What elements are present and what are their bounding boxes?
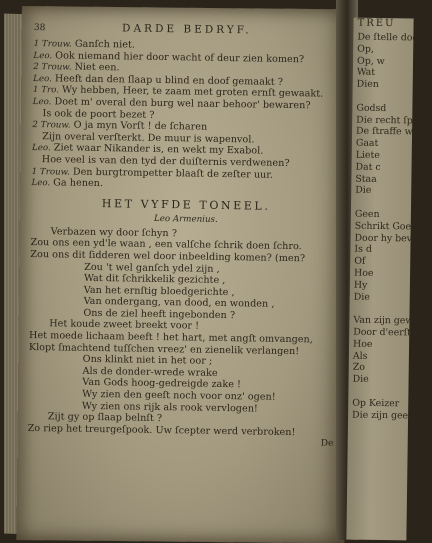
speaker-label: Leo. [33, 50, 53, 61]
right-page-line: Op Keizer [352, 397, 400, 409]
speaker-label: 1 Tro. [32, 85, 60, 96]
right-page-line: Door hy bevo [354, 232, 418, 245]
verse-line: Van Gods hoog-gedreigde zake ! [82, 377, 242, 391]
right-page-line: Of [354, 255, 366, 267]
right-page-line: Zo [352, 361, 366, 374]
speaker-label: Leo. [31, 143, 51, 154]
right-page-line: Die recht ſprec [356, 114, 429, 127]
right-page-line: Van zijn gew [353, 314, 414, 327]
dialogue-block [31, 38, 343, 194]
right-page-line: De ſtraffe wil [355, 126, 419, 138]
dialogue-text: Doet m' overal den burg wel naar behoor' bewaren? [54, 96, 311, 112]
speaker-label: 1 Trouw. [31, 166, 70, 178]
verse-line: Zo riep het treurgeſpook. Uw ſcepter werd verbroken! [27, 422, 296, 438]
verse-line: Wat dit ſchrikkelik gezichte , [83, 272, 226, 287]
right-page-line: Op, w [356, 55, 385, 67]
right-page-line: Wat [356, 67, 376, 79]
right-page-line: TREU [357, 17, 396, 30]
dialogue-text: Ganſch niet. [74, 38, 136, 51]
verse-line: Zijt gy op ſlaap belnſt ? [47, 411, 163, 425]
right-page-line [352, 91, 412, 104]
verse-line: Zou ons een yd'le waan , een valſche ſchrik doen ſchro. [30, 237, 302, 253]
right-page-line: Dat c [355, 161, 381, 173]
verse-line: Wy zien ons rijk als rook vervlogen! [81, 400, 258, 415]
right-page [346, 17, 429, 541]
dialogue-text: Is ook de poort bezet ? [42, 107, 155, 121]
right-page-text [348, 17, 429, 422]
verse-line: Wy zien den geeſt noch voor onz' ogen! [82, 388, 276, 403]
right-page-line: Is d [354, 243, 372, 256]
right-page-line: Die zijn geel [352, 409, 412, 421]
speaker-label: Leo. [31, 178, 51, 189]
right-page-line: Hoe [354, 267, 374, 279]
speaker-label: 2 Trouw. [33, 62, 72, 73]
right-page-line: Dien [356, 78, 379, 91]
right-page-line: Door d'eerſt [353, 326, 411, 339]
verse-line: Ons klinkt niet in het oor ; [82, 354, 213, 368]
running-head: DARDE BEDRYF. [121, 22, 252, 37]
speaker-label: Leo. [33, 73, 52, 85]
right-page-line: Als [352, 350, 368, 362]
dialogue-text: Zijn overal verſterkt. De muur is wapenvol. [42, 130, 255, 146]
right-page-line: Die [355, 185, 372, 197]
dialogue-text: Hoe veel is van den tyd der duiſternis verdwenen? [41, 154, 290, 169]
scene-title: HET VYFDE TONEEL. [101, 196, 271, 213]
right-page-line: Hy [353, 279, 368, 291]
verse-line: Verbazen wy door ſchyn ? [50, 226, 178, 239]
dialogue-text: Wy hebben, Heer, te zaam met groten ernſt gewaakt. [61, 84, 324, 100]
dialogue-text: Niet een. [74, 61, 120, 74]
dialogue-text: Ook niemand hier door wacht of deur zien komen? [55, 49, 305, 65]
verse-line: Ons de ziel heeft ingebonden ? [83, 307, 236, 322]
dialogue-text: Ziet waar Nikander is, en wekt my Exabol. [53, 142, 264, 157]
right-page-line: De ſtelle dood [357, 31, 425, 44]
right-page-line: Die [352, 373, 369, 385]
speaker-label: 2 Trouw. [32, 120, 71, 131]
right-page-line: Hoe [353, 338, 373, 350]
dialogue-text: Den burgtrompetter blaaſt de zeſter uur. [72, 166, 274, 181]
dialogue-text: Heeft dan den ſlaap u blind en doof gemaakt ? [54, 73, 284, 88]
page-number: 38 [33, 22, 46, 34]
right-page-line: Gaat [355, 137, 379, 150]
right-page-line: Liete [355, 149, 380, 161]
verse-line: Zou ons dit ſidderen wel door inbeelding komen? (men? [30, 248, 306, 265]
right-page-line: Godsd [356, 102, 387, 114]
dialogue-text: Ga henen. [53, 177, 104, 190]
verse-line: Als de donder-wrede wrake [82, 365, 218, 379]
right-page-line [351, 197, 411, 210]
left-page-text [27, 22, 344, 451]
verse-line: Van het ernſtig bloedgerichte , [83, 284, 235, 298]
right-page-line: Geen [354, 208, 380, 220]
character-name: Leo Armenius. [153, 213, 218, 225]
verse-line: Het moede lichaam beeft ! het hart, met angſt omvangen, [28, 330, 314, 346]
verse-line: Het koude zweet breekt voor ! [49, 318, 200, 333]
verse-line: Zou 't wel ganſch ydel zijn , [84, 261, 220, 275]
right-page-line [348, 385, 408, 398]
right-page-line: Schrikt Goeden [354, 220, 429, 233]
verse-block [28, 226, 341, 440]
catchword: De [320, 438, 334, 450]
verse-line: Van ondergang, van dood, en wonden , [83, 296, 275, 311]
dialogue-text: O ja myn Vorſt ! de ſcharen [73, 119, 208, 133]
right-page-line [349, 303, 409, 316]
right-page-line: Op, [357, 43, 374, 55]
speaker-label: 1 Trouw. [33, 38, 72, 50]
right-page-line: Die [353, 291, 370, 303]
verse-line: Klopt ſmachtend tuſſchen vreez' en zienelik verlangen! [28, 341, 300, 357]
right-page-line: Staa [355, 173, 377, 185]
speaker-label: Leo. [32, 96, 52, 108]
